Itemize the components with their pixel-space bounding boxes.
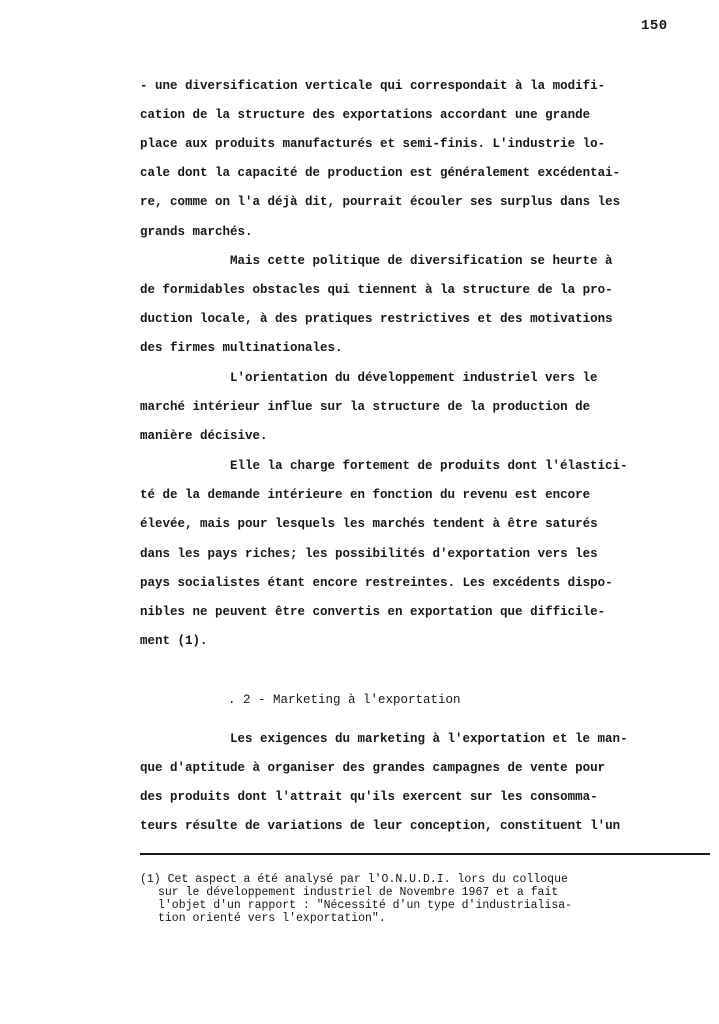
paragraph-1-line: re, comme on l'a déjà dit, pourrait écouler ses surplus dans les <box>140 195 621 209</box>
paragraph-4-line: élevée, mais pour lesquels les marchés tendent à être saturés <box>140 517 598 531</box>
paragraph-5-line: teurs résulte de variations de leur conception, constituent l'un <box>140 819 621 833</box>
paragraph-3-line: L'orientation du développement industriel vers le <box>230 371 598 385</box>
paragraph-4-line: pays socialistes étant encore restreintes. Les excédents dispo- <box>140 576 613 590</box>
paragraph-5-line: Les exigences du marketing à l'exportation et le man- <box>230 732 628 746</box>
paragraph-2-line: de formidables obstacles qui tiennent à la structure de la pro- <box>140 283 613 297</box>
paragraph-4-line: Elle la charge fortement de produits dont l'élastici- <box>230 459 628 473</box>
paragraph-1-line: cation de la structure des exportations accordant une grande <box>140 108 591 122</box>
paragraph-1-line: grands marchés. <box>140 225 253 239</box>
paragraph-1-line: cale dont la capacité de production est généralement excédentai- <box>140 166 621 180</box>
paragraph-1-line: - une diversification verticale qui correspondait à la modifi- <box>140 79 606 93</box>
paragraph-3-line: manière décisive. <box>140 429 268 443</box>
paragraph-2-line: duction locale, à des pratiques restrictives et des motivations <box>140 312 613 326</box>
footnote-line: l'objet d'un rapport : "Nécessité d'un type d'industrialisa- <box>158 899 573 912</box>
paragraph-4-line: nibles ne peuvent être convertis en exportation que difficile- <box>140 605 606 619</box>
footnote-line: sur le développement industriel de Novembre 1967 et a fait <box>158 886 559 899</box>
paragraph-1-line: place aux produits manufacturés et semi-finis. L'industrie lo- <box>140 137 606 151</box>
footnote-line: (1) Cet aspect a été analysé par l'O.N.U.D.I. lors du colloque <box>140 873 568 886</box>
paragraph-4-line: dans les pays riches; les possibilités d'exportation vers les <box>140 547 598 561</box>
page-number: 150 <box>641 18 668 34</box>
paragraph-3-line: marché intérieur influe sur la structure de la production de <box>140 400 591 414</box>
paragraph-2-line: des firmes multinationales. <box>140 341 343 355</box>
paragraph-5-line: que d'aptitude à organiser des grandes campagnes de vente pour <box>140 761 606 775</box>
footnote-line: tion orienté vers l'exportation". <box>158 912 386 925</box>
footnote-separator <box>140 853 710 855</box>
paragraph-2-line: Mais cette politique de diversification se heurte à <box>230 254 613 268</box>
paragraph-5-line: des produits dont l'attrait qu'ils exercent sur les consomma- <box>140 790 598 804</box>
section-heading: . 2 - Marketing à l'exportation <box>228 693 461 707</box>
paragraph-4-line: ment (1). <box>140 634 208 648</box>
paragraph-4-line: té de la demande intérieure en fonction du revenu est encore <box>140 488 591 502</box>
